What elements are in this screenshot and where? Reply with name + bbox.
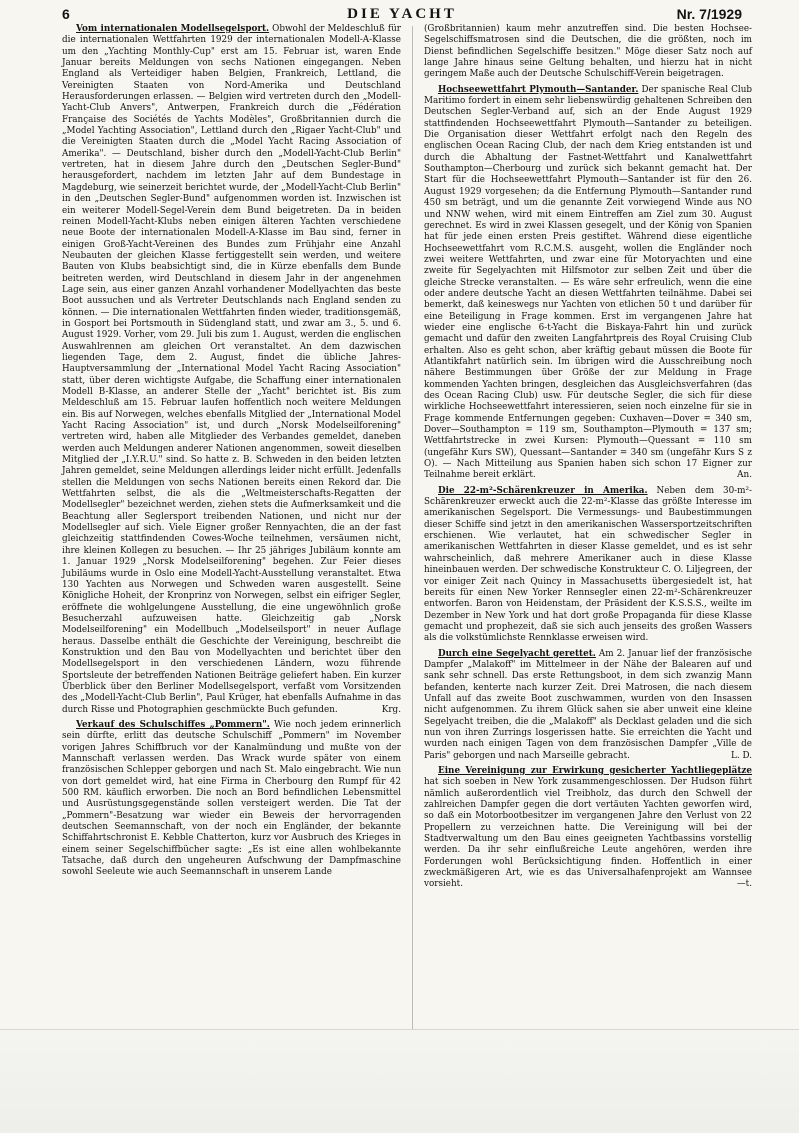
article-yachtliegeplaetze bbox=[424, 766, 752, 891]
article-body: Obwohl der Meldeschluß für die internationalen Wettfahrten 1929 der internationalen Modell-A-Klasse um den „Yachting Monthly-Cup" erst am 15. Februar ist, waren Ende Januar bereits Meldungen von sechs Nationen eingegangen. Neben England als Verteidiger haben Belgien, Frankreich, Lettland, die Vereinigten Staaten von Nord-Amerika und Deutschland Herausforderungen erlassen. — Belgien wird vertreten durch den „Modell-Yacht-Club Anvers", Antwerpen, Frankreich durch die „Fédération Française des Sociétés de Yachts Modèles", Großbritannien durch die „Model Yachting Association", Lettland durch den „Rigaer Yacht-Club" und die Vereinigten Staaten durch die „Model Yacht Racing Association of Amerika". — Deutschland, bisher durch den „Modell-Yacht-Club Berlin" vertreten, hat in diesem Jahre durch den „Deutschen Segler-Bund" herausgefordert, nachdem im letzten Jahr auf dem Bundestage in Magdeburg, wie seinerzeit berichtet wurde, der „Modell-Yacht-Club Berlin" in den „Deutschen Segler-Bund" aufgenommen worden ist. Inzwischen ist ein weiterer Modell-Segel-Verein dem Bund beigetreten. Da in beiden reinen Modell-Yacht-Klubs neben einigen älteren Yachten verschiedene neue Boote der internationalen Modell-A-Klasse im Bau sind, ferner in einigen Groß-Yacht-Vereinen des Bundes zum Frühjahr eine Anzahl Neubauten der gleichen Klasse fertiggestellt sein werden, und weitere Bauten von Klubs beabsichtigt sind, die in Kürze ebenfalls dem Bunde beitreten werden, wird Deutschland in diesem Jahr in der angenehmen Lage sein, aus einer ganzen Anzahl vorhandener Modellyachten das beste Boot aussuchen und als Vertreter Deutschlands nach England senden zu können. — Die internationalen Wettfahrten finden wieder, traditionsgemäß, in Gosport bei Portsmouth in Südengland statt, und zwar am 3., 5. und 6. August 1929. Vorher, vom 29. Juli bis zum 1. August, werden die englischen Auswahlrennen am gleichen Ort veranstaltet. An dem dazwischen liegenden Tage, dem 2. August, findet die übliche Jahres-Hauptversammlung der „International Model Yacht Racing Association" statt, über deren wichtigste Aufgabe, die Schaffung einer internationalen Modell B-Klasse, an anderer Stelle der „Yacht" berichtet ist. Bis zum Meldeschluß am 15. Februar laufen hoffentlich noch weitere Meldungen ein. Bis auf Norwegen, welches ebenfalls Mitglied der „International Model Yacht Racing Association" ist, und durch „Norsk Modelseilforening" vertreten wird, haben alle Mitglieder des Verbandes gemeldet, daneben werden auch Meldungen anderer Nationen angenommen, soweit dieselben Mitglied der „I.Y.R.U." sind. So hatte z. B. Schweden in den beiden letzten Jahren gemeldet, seine Meldungen allerdings leider nicht erfüllt. Jedenfalls stellen die Meldungen von sechs Nationen bereits einen Rekord dar. Die Wettfahrten selbst, die als die „Weltmeisterschafts-Regatten der Modellsegler" bezeichnet werden, ziehen stets die Aufmerksamkeit und die Beachtung aller Seglersport treibenden Nationen, und nicht nur der Modellsegler auf sich. Viele Eigner großer Rennyachten, die an der fast gleichzeitig stattfindenden Cowes-Woche teilnehmen, versäumen nicht, ihre kleinen Kollegen zu besuchen. — Ihr 25 jähriges Jubiläum konnte am 1. Januar 1929 „Norsk Modelseilforening" begehen. Zur Feier dieses Jubiläums wurde in Oslo eine Modell-Yacht-Ausstellung veranstaltet. Etwa 130 Yachten aus Norwegen und Schweden waren ausgestellt. Seine Königliche Hoheit, der Kronprinz von Norwegen, selbst ein eifriger Segler, eröffnete die wohlgelungene Ausstellung, die eine ungewöhnlich große Besucherzahl aufzuweisen hatte. Gleichzeitig gab „Norsk Modelseilforening" ein Modellbuch „Modelseilsport" in neuer Auflage heraus. Dasselbe enthält die Geschichte der Vereinigung, beschreibt die Konstruktion und den Bau von Modellyachten und berichtet über den Modellsegelsport in den verschiedenen Ländern, wozu führende Sportsleute der betreffenden Nationen Beiträge geliefert haben. Ein kurzer Überblick über den Berliner Modellsegelsport, verfaßt vom Vorsitzenden des „Modell-Yacht-Club Berlin", Paul Krüger, hat ebenfalls Aufnahme in das durch Risse und Photographien geschmückte Buch gefunden. bbox=[62, 24, 401, 715]
author-signature: An. bbox=[737, 470, 752, 481]
author-signature: L. D. bbox=[731, 750, 752, 761]
article-pommern-continued bbox=[424, 24, 752, 81]
article-schaerenkreuzer bbox=[424, 486, 752, 645]
article-body: Wie noch jedem erinnerlich sein dürfte, erlitt das deutsche Schulschiff „Pommern" im November vorigen Jahres Schiffbruch vor der Kanalmündung und mußte von der Mannschaft verlassen werden. Das Wrack wurde später von einem französischen Schlepper geborgen und nach St. Malo eingebracht. Wie nun von dort gemeldet wird, hat eine Firma in Cherbourg den Rumpf für 42 500 RM. käuflich erworben. Die noch an Bord befindlichen Lebensmittel und Ausrüstungsgegenstände sollen versteigert werden. Die Tat der „Pommern"-Besatzung war wieder ein Beweis der hervorragenden deutschen Seemannschaft, von der noch ein Engländer, der bekannte Schiffahrtschronist E. Kebble Chatterton, kurz vor Ausbruch des Krieges in einem seiner Segelschiffbücher sagte: „Es ist eine allen wohlbekannte Tatsache, daß durch den ungeheuren Aufschwung der Dampfmaschine sowohl Seeleute wie auch Seemannschaft in unserem Lande bbox=[62, 719, 401, 878]
article-pommern bbox=[62, 720, 401, 879]
article-segelyacht-gerettet bbox=[424, 649, 752, 762]
scan-bottom-margin bbox=[0, 1029, 799, 1133]
article-heading: Durch eine Segelyacht gerettet. bbox=[438, 648, 596, 659]
left-column bbox=[62, 24, 401, 879]
author-signature: —t. bbox=[736, 879, 752, 890]
issue-number: Nr. 7/1929 bbox=[676, 6, 742, 22]
page-number: 6 bbox=[62, 6, 70, 22]
article-modellsegelsport bbox=[62, 24, 401, 716]
article-heading: Die 22-m²-Schärenkreuzer in Amerika. bbox=[438, 485, 648, 496]
author-signature: Krg. bbox=[381, 704, 401, 715]
article-body: hat sich soeben in New York zusammengeschlossen. Der Hudson führt nämlich außerordentlich viel Treibholz, das durch den Schwell der zahlreichen Dampfer gegen die dort vertäuten Yachten geworfen wird, so daß ein Motorbootbesitzer im vergangenen Jahre den Verlust von 22 Propellern zu verzeichnen hatte. Die Vereinigung will bei der Stadtverwaltung um den Bau eines geeigneten Yachtbassins vorstellig werden. Da ihr sehr einflußreiche Leute angehören, werden ihre Forderungen wohl Berücksichtigung finden. Hoffentlich in einer zweckmäßigeren Art, wie es das Universalhafenprojekt am Wannsee vorsieht. bbox=[424, 777, 752, 890]
article-body: Der spanische Real Club Maritimo fordert in einem sehr liebenswürdig gehaltenen Schreiben den Deutschen Segler-Verband auf, sich an der Ende August 1929 stattfindenden Hochseewettfahrt Plymouth—Santander zu beteiligen. Die Organisation dieser Wettfahrt erfolgt nach den Regeln des englischen Ocean Racing Club, der nach dem Krieg entstanden ist und durch die Abhaltung der Fastnet-Wettfahrt und Kanalwettfahrt Southampton—Cherbourg und zurück sich bekannt gemacht hat. Der Start für die Hochseewettfahrt Plymouth—Santander ist für den 26. August 1929 vorgesehen; da die Entfernung Plymouth—Santander rund 450 sm beträgt, und um die genannte Zeit vorwiegend Winde aus NO und NNW wehen, wird mit einem Eintreffen am Ziel zum 30. August gerechnet. Es wird in zwei Klassen gesegelt, und der König von Spanien hat für jede einen ersten Preis gestiftet. Während diese eigentliche Hochseewettfahrt vom R.C.M.S. ausgeht, wollen die Engländer noch zwei weitere Wettfahrten, und zwar eine für Motoryachten und eine zweite für Segelyachten mit Hilfsmotor zur selben Zeit und über die gleiche Strecke veranstalten. — Es wäre sehr erfreulich, wenn die eine oder andere deutsche Yacht an diesen Wettfahrten teilnähme. Dabei sei bemerkt, daß keineswegs nur Yachten von etlichen 50 t und darüber für eine Beteiligung in Frage kommen. Erst im vergangenen Jahre hat wieder eine englische 6-t-Yacht die Biskaya-Fahrt hin und zurück gemacht und dafür den zweiten Langfahrtpreis des Royal Cruising Club erhalten. Also es geht schon, aber kräftig gebaut müssen die Boote für Atlantikfahrt natürlich sein. Im übrigen wird die Ausschreibung noch nähere Bestimmungen über Größe der zur Meldung in Frage kommenden Yachten bringen, desgleichen das Ausgleichsverfahren (das des Ocean Racing Club) usw. Für deutsche Segler, die sich für diese wirkliche Hochseewettfahrt interessieren, seien noch einzelne für sie in Frage kommende Entfernungen gegeben: Cuxhaven—Dover = 340 sm, Dover—Southampton = 119 sm, Southampton—Plymouth = 137 sm; Wettfahrtstrecke in zwei Kursen: Plymouth—Quessant = 110 sm (ungefähr Kurs SW), Quessant—Santander = 340 sm (ungefähr Kurs S z O). — Nach Mitteilung aus Spanien haben sich schon 17 Eigner zur Teilnahme bereit erklärt. bbox=[424, 84, 753, 481]
article-heading: Hochseewettfahrt Plymouth—Santander. bbox=[438, 84, 639, 95]
column-divider bbox=[412, 26, 413, 1031]
article-heading: Vom internationalen Modellsegelsport. bbox=[76, 24, 270, 34]
masthead: DIE YACHT bbox=[347, 6, 457, 22]
article-heading: Verkauf des Schulschiffes „Pommern". bbox=[76, 719, 270, 730]
article-body: Neben dem 30-m²-Schärenkreuzer erweckt auch die 22-m²-Klasse das größte Interesse im amerikanischen Segelsport. Die Vermessungs- und Baubestimmungen dieser Schiffe sind jetzt in den amerikanischen Wassersportzeitschriften erschienen. Wie verlautet, hat ein schwedischer Segler in amerikanischen Wettfahrten in dieser Klasse gemeldet, und es ist sehr wahrscheinlich, daß mehrere Amerikaner auch in diese Klasse hineinbauen werden. Der schwedische Konstrukteur C. O. Liljegreen, der vor einiger Zeit nach Quincy in Massachusetts übergesiedelt ist, hat bereits für einen New Yorker Rennsegler einen 22-m²-Schärenkreuzer entworfen. Baron von Heidenstam, der Präsident der K.S.S.S., weilte im Dezember in New York und hat dort große Propaganda für diese Klasse gemacht und prophezeit, daß sie sich auch jenseits des großen Wassers als die volkstümlichste Rennklasse erweisen wird. bbox=[424, 485, 752, 644]
article-plymouth-santander bbox=[424, 85, 752, 482]
scan-edge-line bbox=[0, 1029, 799, 1030]
right-column bbox=[424, 24, 752, 891]
article-body: (Großbritannien) kaum mehr anzutreffen sind. Die besten Hochsee-Segelschiffsmatrosen sind die Deutschen, die die größten, noch im Dienst befindlichen Segelschiffe besitzen." Möge dieser Satz noch auf lange Jahre hinaus seine Geltung behalten, und hierzu hat in nicht geringem Maße auch der Deutsche Schulschiff-Verein beigetragen. bbox=[424, 24, 752, 80]
article-body: Am 2. Januar lief der französische Dampfer „Malakoff" im Mittelmeer in der Nähe der Balearen auf und sank sehr schnell. Das erste Rettungsboot, in dem sich zwanzig Mann befanden, kenterte nach kurzer Zeit. Drei Matrosen, die nach diesem Unfall auf das zweite Boot zuschwammen, wurden von den Insassen nicht aufgenommen. Zu ihrem Glück sahen sie aber unweit eine kleine Segelyacht treiben, die die „Malakoff" als Decklast geladen und die sich nun von ihren Zurrings losgerissen hatte. Sie erreichten die Yacht und wurden nach einigen Tagen von dem französischen Dampfer „Ville de Paris" geborgen und nach Marseille gebracht. bbox=[424, 648, 752, 761]
article-heading: Eine Vereinigung zur Erwirkung gesicherter Yachtliegeplätze bbox=[438, 766, 752, 776]
